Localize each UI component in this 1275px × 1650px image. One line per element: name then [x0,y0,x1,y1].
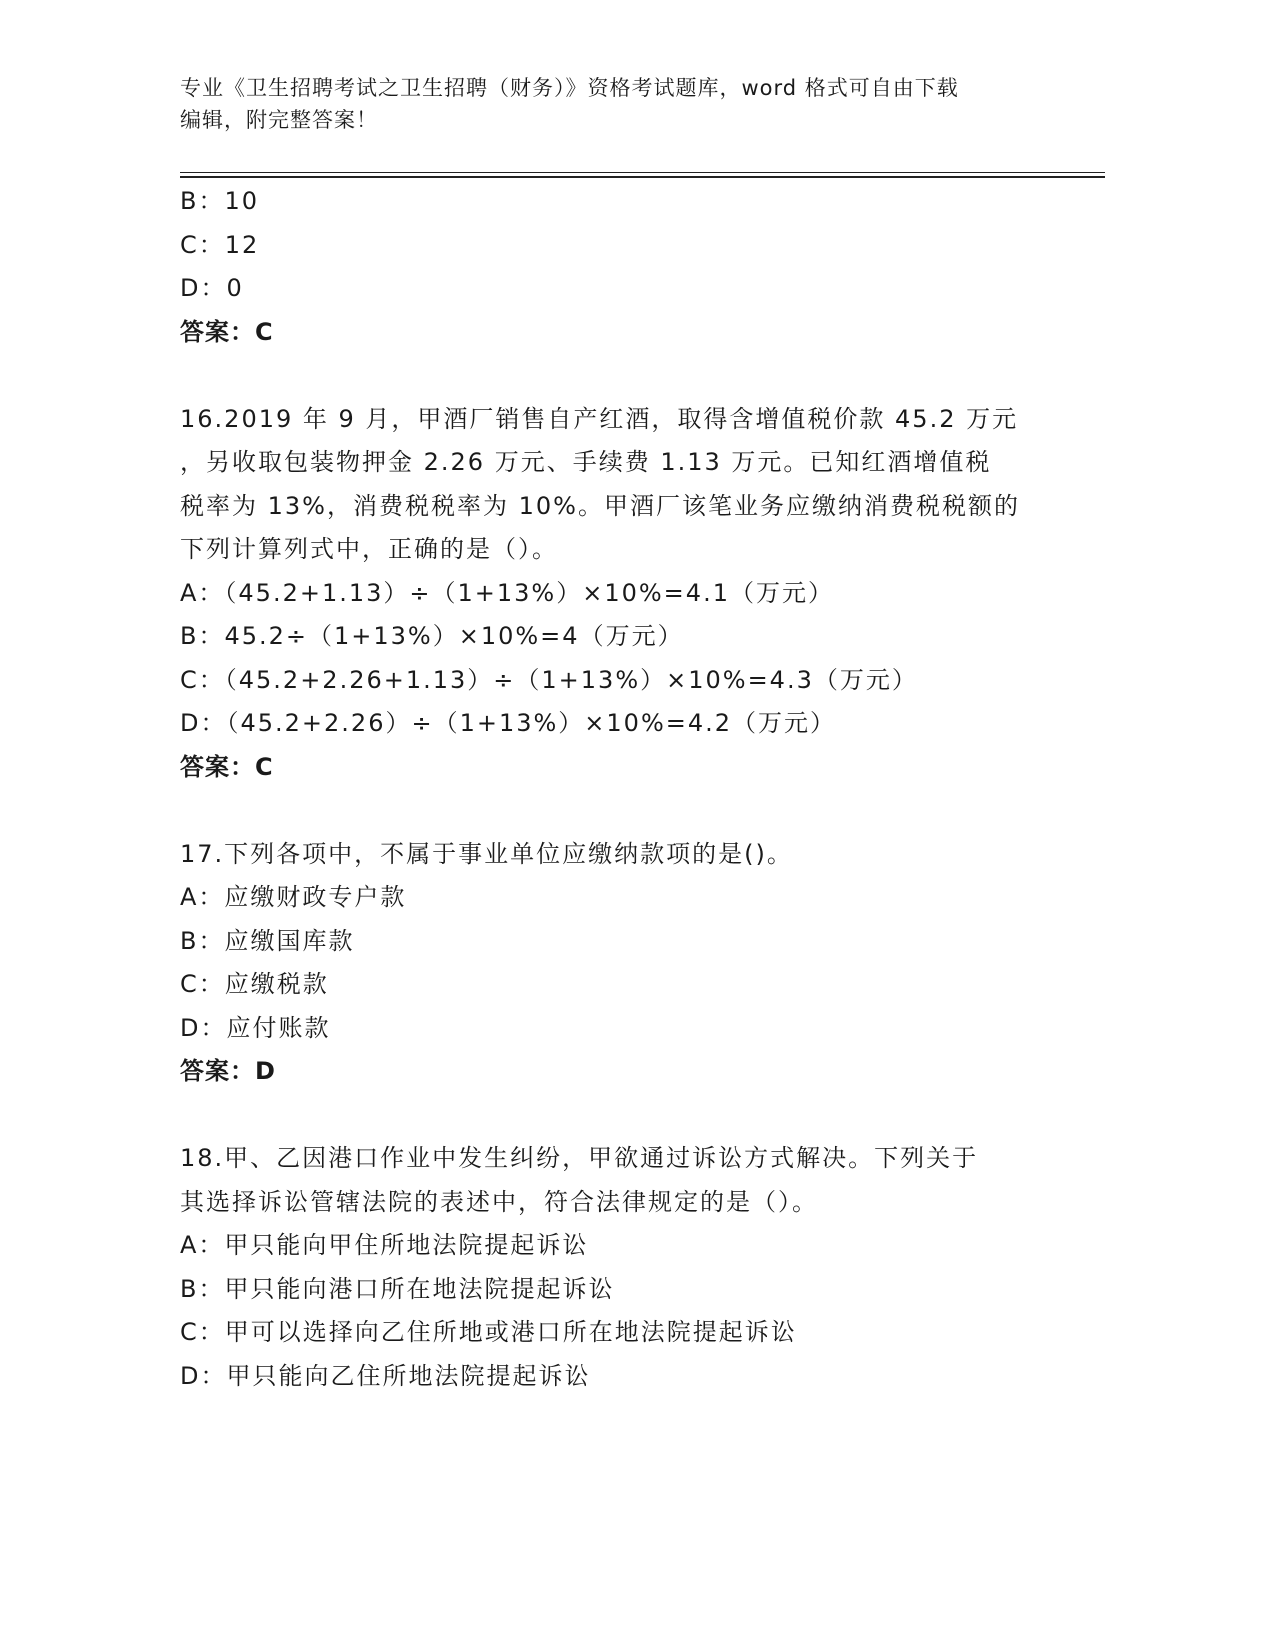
header-line-1: 专业《卫生招聘考试之卫生招聘（财务）》资格考试题库，word 格式可自由下载 [180,76,959,100]
option-b: B：应缴国库款 [180,926,355,955]
option-d: D：（45.2+2.26）÷（1+13%）×10%=4.2（万元） [180,709,837,737]
stem-line: 18.甲、乙因港口作业中发生纠纷，甲欲通过诉讼方式解决。下列关于 [180,1144,979,1172]
answer-line: 答案：D [180,1057,276,1085]
question-15-tail [180,180,1080,354]
stem-line: 16.2019 年 9 月，甲酒厂销售自产红酒，取得含增值税价款 45.2 万元 [180,404,1019,433]
option-c: C：12 [180,230,260,259]
question-17 [180,833,1080,1094]
question-stem [180,1137,1080,1224]
spacer [180,789,1080,833]
spacer [180,1094,1080,1138]
stem-line: 下列计算列式中，正确的是（）。 [180,535,558,563]
header-divider-thin [180,172,1105,173]
option-d: D：应付账款 [180,1013,331,1042]
header-divider-thick [180,176,1105,178]
option-d: D：甲只能向乙住所地法院提起诉讼 [180,1361,591,1390]
answer-line: 答案：C [180,317,274,346]
question-18 [180,1137,1080,1398]
answer-line: 答案：C [180,752,274,781]
option-c: C：应缴税款 [180,970,329,998]
option-b: B：10 [180,187,260,215]
stem-line: ，另收取包装物押金 2.26 万元、手续费 1.13 万元。已知红酒增值税 [180,448,992,476]
spacer [180,354,1080,398]
option-a: A：应缴财政专户款 [180,883,407,911]
option-d: D：0 [180,274,244,302]
header-line-2: 编辑，附完整答案！ [180,108,378,132]
document-header [180,72,1060,136]
option-a: A：甲只能向甲住所地法院提起诉讼 [180,1231,589,1259]
option-b: B：甲只能向港口所在地法院提起诉讼 [180,1274,615,1303]
option-a: A：（45.2+1.13）÷（1+13%）×10%=4.1（万元） [180,578,834,607]
question-16 [180,398,1080,790]
option-b: B：45.2÷（1+13%）×10%=4（万元） [180,622,684,650]
question-stem [180,398,1080,572]
option-c: C：甲可以选择向乙住所地或港口所在地法院提起诉讼 [180,1318,797,1346]
question-stem: 17.下列各项中，不属于事业单位应缴纳款项的是()。 [180,839,793,868]
question-content [180,180,1080,1398]
stem-line: 税率为 13%，消费税税率为 10%。甲酒厂该笔业务应缴纳消费税税额的 [180,491,1020,520]
stem-line: 其选择诉讼管辖法院的表述中，符合法律规定的是（）。 [180,1187,818,1216]
option-c: C：（45.2+2.26+1.13）÷（1+13%）×10%=4.3（万元） [180,665,918,694]
